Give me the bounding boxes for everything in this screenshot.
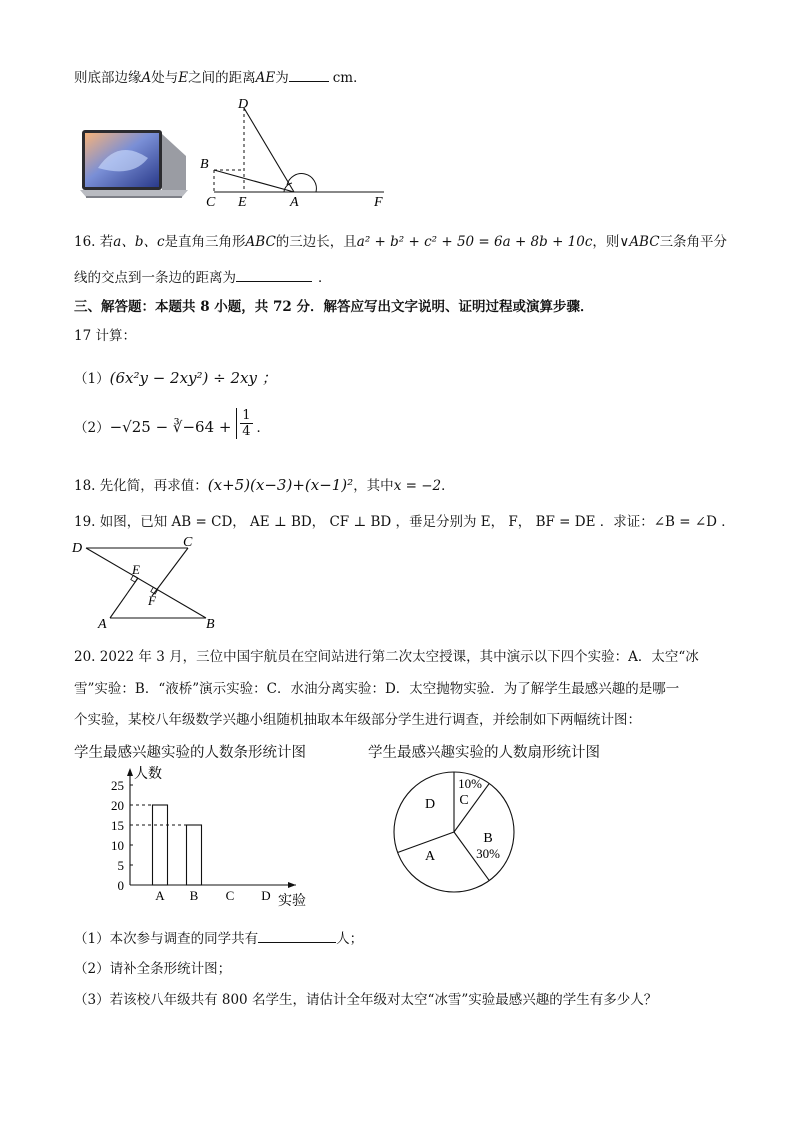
- label-B: B: [200, 157, 209, 172]
- q16-triangle2: ABC: [629, 234, 660, 250]
- label-D: D: [72, 541, 83, 556]
- q15-mid2: 之间的距离: [188, 70, 256, 86]
- q15-text: 则底部边缘: [74, 70, 142, 86]
- label-C: C: [183, 535, 193, 550]
- q18-line: [74, 474, 455, 494]
- q16-line1: [74, 230, 727, 250]
- q16-line2-text: 线的交点到一条边的距离为: [74, 270, 236, 286]
- q17-fraction: [236, 408, 252, 439]
- q15-tail-line: [74, 66, 367, 86]
- q20-sub3: （3）若该校八年级共有 800 名学生，请估计全年级对太空“冰雪”实验最感兴趣的学生有多少人？: [74, 992, 658, 1008]
- q19-line: 19. 如图，已知 AB = CD， AE ⊥ BD， CF ⊥ BD ，垂足分别为 E， F， BF = DE ．求证：∠B = ∠D ．: [74, 514, 735, 530]
- q17-frac-den: 4: [242, 424, 251, 439]
- q17-part2-end: ．: [256, 420, 271, 436]
- q17-part1: [74, 367, 277, 388]
- q17-part2-expr: −√25 − ∛−64 +: [109, 418, 237, 436]
- q20-sub1-end: 人；: [336, 931, 364, 947]
- answer-blank[interactable]: [236, 267, 312, 282]
- answer-blank[interactable]: [258, 928, 336, 943]
- q16-text-d: ，则∨: [592, 234, 630, 250]
- q16-abc: a、b、c: [113, 234, 165, 250]
- geometry-figure-q15: [196, 96, 396, 208]
- x-axis-arrow: [288, 882, 296, 888]
- pie-chart-title: 学生最感兴趣实验的人数扇形统计图: [368, 745, 600, 761]
- laptop-illustration: [78, 128, 190, 200]
- x-tick-label-B: B: [189, 888, 199, 903]
- y-tick-label: 5: [117, 858, 124, 873]
- section-heading: 三、解答题：本题共 8 小题，共 72 分．解答应写出文字说明、证明过程或演算步骤．: [74, 299, 594, 315]
- x-tick-label-D: D: [261, 888, 271, 903]
- label-A: A: [98, 617, 107, 632]
- slice-label-C: C: [459, 793, 469, 808]
- q16-equation: a² + b² + c² + 50 = 6a + 8b + 10c: [356, 234, 593, 250]
- q20-line3: 个实验，某校八年级数学兴趣小组随机抽取本年级部分学生进行调查，并绘制如下两幅统计图：: [74, 712, 641, 728]
- label-F: F: [374, 195, 383, 208]
- q15-mid: 处与: [151, 70, 179, 86]
- y-tick-label: 15: [111, 818, 124, 833]
- label-E: E: [238, 195, 247, 208]
- q17-part2-label: （2）: [74, 420, 110, 436]
- geometry-figure-q19: [66, 534, 230, 632]
- y-tick-label: 0: [117, 878, 124, 893]
- q15-a: A: [141, 70, 152, 86]
- q17-part2: [74, 408, 271, 439]
- x-axis-label: 实验: [278, 894, 306, 909]
- q15-ae: AE: [255, 70, 276, 86]
- y-tick-label: 20: [111, 798, 124, 813]
- bar-B: [187, 825, 202, 885]
- q18-text: 18. 先化简，再求值：: [74, 478, 208, 494]
- slice-label-B: B: [483, 831, 493, 846]
- label-D: D: [238, 97, 249, 112]
- q18-expr: (x+5)(x−3)+(x−1)²: [207, 476, 354, 494]
- q17-title: 17 计算：: [74, 328, 136, 344]
- q17-part1-label: （1）: [74, 371, 110, 387]
- q16-line2: [74, 266, 332, 286]
- label-F: F: [148, 593, 156, 608]
- q18-end: ．: [441, 478, 455, 494]
- q20-sub1: [74, 927, 363, 947]
- q18-cond: x = −2: [393, 478, 442, 494]
- bar-A: [153, 805, 168, 885]
- slice-value-B: 30%: [476, 846, 500, 861]
- bar-chart: [96, 760, 326, 910]
- answer-blank[interactable]: [289, 67, 329, 82]
- q20-line2: 雪”实验：B．“液桥”演示实验：C．水油分离实验：D．太空抛物实验．为了解学生最感兴趣的是哪一: [74, 681, 680, 697]
- q20-line1: 20. 2022 年 3 月，三位中国宇航员在空间站进行第二次太空授课，其中演示以下四个实验：A．太空“冰: [74, 649, 699, 665]
- y-tick-label: 10: [111, 838, 124, 853]
- slice-label-A: A: [424, 849, 436, 864]
- pie-chart: [388, 768, 520, 900]
- q16-text-a: 16. 若: [74, 234, 114, 250]
- q17-frac-num: 1: [242, 408, 251, 423]
- q20-sub2: （2）请补全条形统计图；: [74, 961, 232, 977]
- y-tick-label: 25: [111, 778, 124, 793]
- y-axis-arrow: [127, 768, 133, 776]
- x-tick-label-C: C: [225, 888, 235, 903]
- q16-text-b: 是直角三角形: [164, 234, 246, 250]
- q16-line2-end: ．: [318, 270, 332, 286]
- slice-value-C: 10%: [458, 776, 482, 791]
- bar-chart-title: 学生最感兴趣实验的人数条形统计图: [74, 745, 306, 761]
- q16-text-e: 三条角平分: [659, 234, 728, 250]
- q16-text-c: 的三边长，且: [275, 234, 357, 250]
- q15-unit: cm．: [332, 70, 367, 86]
- q15-tail: 为: [275, 70, 289, 86]
- slice-label-D: D: [424, 797, 436, 812]
- label-A: A: [290, 195, 299, 208]
- q18-mid: ，其中: [353, 478, 394, 494]
- label-E: E: [132, 562, 140, 577]
- q15-e: E: [178, 70, 189, 86]
- label-C: C: [206, 195, 216, 208]
- q16-triangle: ABC: [245, 234, 276, 250]
- x-tick-label-A: A: [155, 888, 165, 903]
- label-B: B: [206, 617, 215, 632]
- y-axis-label: 人数: [134, 767, 162, 782]
- q17-part1-expr: (6x²y − 2xy²) ÷ 2xy ；: [109, 369, 277, 387]
- q20-sub1-label: （1）本次参与调查的同学共有: [74, 931, 259, 947]
